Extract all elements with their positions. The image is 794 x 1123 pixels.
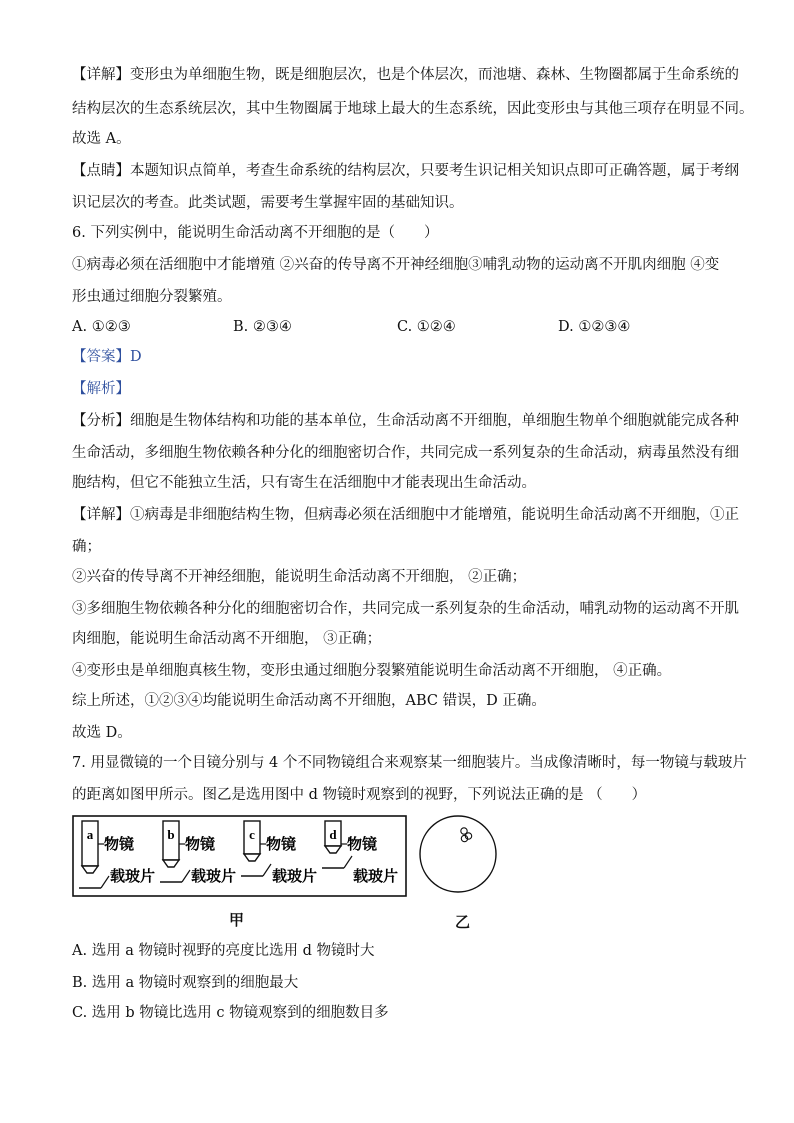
line-note-2: 识记层次的考查。此类试题，需要考生掌握牢固的基础知识。 xyxy=(72,195,464,211)
objective-letter-b: b xyxy=(167,827,175,842)
line-choice-d: 故选 D。 xyxy=(72,725,132,741)
objective-label-a: 物镜 xyxy=(104,835,135,853)
option-6-c: C. ①②④ xyxy=(397,319,456,335)
slide-label-b: 载玻片 xyxy=(191,867,237,885)
question-7-stem-1: 7. 用显微镜的一个目镜分别与 4 个不同物镜组合来观察某一细胞装片。当成像清晰时，每一物镜与载玻片 xyxy=(72,755,747,771)
line-summary: 综上所述，①②③④均能说明生命活动离不开细胞，ABC 错误，D 正确。 xyxy=(72,693,546,709)
objective-letter-c: c xyxy=(249,827,255,842)
figure-yi xyxy=(418,814,498,896)
slide-label-c: 载玻片 xyxy=(272,867,318,885)
objective-group-d xyxy=(322,821,398,885)
option-6-a: A. ①②③ xyxy=(72,319,131,335)
question-6-stem: 6. 下列实例中，能说明生命活动离不开细胞的是（ ） xyxy=(72,225,439,241)
option-7-b: B. 选用 a 物镜时观察到的细胞最大 xyxy=(72,975,299,991)
slide-leader-c xyxy=(263,864,271,876)
caption-yi: 乙 xyxy=(455,913,471,931)
objective-tip-d xyxy=(325,846,341,853)
option-6-d: D. ①②③④ xyxy=(558,319,631,335)
line-detail-2: 结构层次的生态系统层次，其中生物圈属于地球上最大的生态系统，因此变形虫与其他三项存在明显不同。 xyxy=(72,101,754,117)
slide-label-d: 载玻片 xyxy=(353,867,399,885)
question-7-stem-2: 的距离如图甲所示。图乙是选用图中 d 物镜时观察到的视野，下列说法正确的是 （ ） xyxy=(72,787,647,803)
objective-label-c: 物镜 xyxy=(266,835,297,853)
caption-jia: 甲 xyxy=(229,911,245,929)
line-detail-4: 确； xyxy=(72,539,101,555)
answer-label: 【答案】D xyxy=(72,349,142,365)
slide-label-a: 载玻片 xyxy=(110,867,156,885)
analysis-label: 【解析】 xyxy=(72,381,130,397)
objective-letter-d: d xyxy=(329,827,337,842)
option-7-a: A. 选用 a 物镜时视野的亮度比选用 d 物镜时大 xyxy=(72,943,375,959)
line-detail-1: 【详解】变形虫为单细胞生物，既是细胞层次，也是个体层次，而池塘、森林、生物圈都属于生命系统的 xyxy=(72,67,739,83)
objective-group-c xyxy=(241,821,317,885)
objective-tip-c xyxy=(244,854,260,861)
line-detail-5: ②兴奋的传导离不开神经细胞，能说明生命活动离不开细胞， ②正确； xyxy=(72,569,527,585)
line-detail-6: ③多细胞生物依赖各种分化的细胞密切合作，共同完成一系列复杂的生命活动，哺乳动物的运动离不开肌 xyxy=(72,601,739,617)
objective-group-b xyxy=(160,821,236,885)
question-6-body-1: ①病毒必须在活细胞中才能增殖 ②兴奋的传导离不开神经细胞③哺乳动物的运动离不开肌肉细胞 ④变 xyxy=(72,257,720,273)
slide-leader-d xyxy=(344,856,352,868)
question-6-body-2: 形虫通过细胞分裂繁殖。 xyxy=(72,289,232,305)
option-7-c: C. 选用 b 物镜比选用 c 物镜观察到的细胞数目多 xyxy=(72,1005,389,1021)
line-analysis-3: 胞结构，但它不能独立生活，只有寄生在活细胞中才能表现出生命活动。 xyxy=(72,475,536,491)
line-analysis-2: 生命活动，多细胞生物依赖各种分化的细胞密切合作，共同完成一系列复杂的生命活动，病毒虽然没有细 xyxy=(72,445,739,461)
objective-group-a xyxy=(79,821,155,888)
objective-label-b: 物镜 xyxy=(185,835,216,853)
line-analysis-1: 【分析】细胞是生物体结构和功能的基本单位，生命活动离不开细胞，单细胞生物单个细胞就能完成各种 xyxy=(72,413,739,429)
field-of-view-circle xyxy=(420,816,496,892)
slide-leader-b xyxy=(182,870,190,882)
figure-jia xyxy=(72,815,408,899)
slide-leader-a xyxy=(101,876,109,888)
objective-tip-b xyxy=(163,860,179,867)
line-detail-8: ④变形虫是单细胞真核生物，变形虫通过细胞分裂繁殖能说明生命活动离不开细胞， ④正确。 xyxy=(72,663,672,679)
line-choice-a: 故选 A。 xyxy=(72,131,131,147)
objective-tip-a xyxy=(82,866,98,873)
objective-letter-a: a xyxy=(86,827,94,842)
objective-label-d: 物镜 xyxy=(347,835,378,853)
line-detail-7: 肉细胞，能说明生命活动离不开细胞， ③正确； xyxy=(72,631,382,647)
line-note-1: 【点睛】本题知识点简单，考查生命系统的结构层次，只要考生识记相关知识点即可正确答题，属于考纲 xyxy=(72,163,739,179)
option-6-b: B. ②③④ xyxy=(233,319,292,335)
line-detail-3: 【详解】①病毒是非细胞结构生物，但病毒必须在活细胞中才能增殖，能说明生命活动离不开细胞，①正 xyxy=(72,507,739,523)
